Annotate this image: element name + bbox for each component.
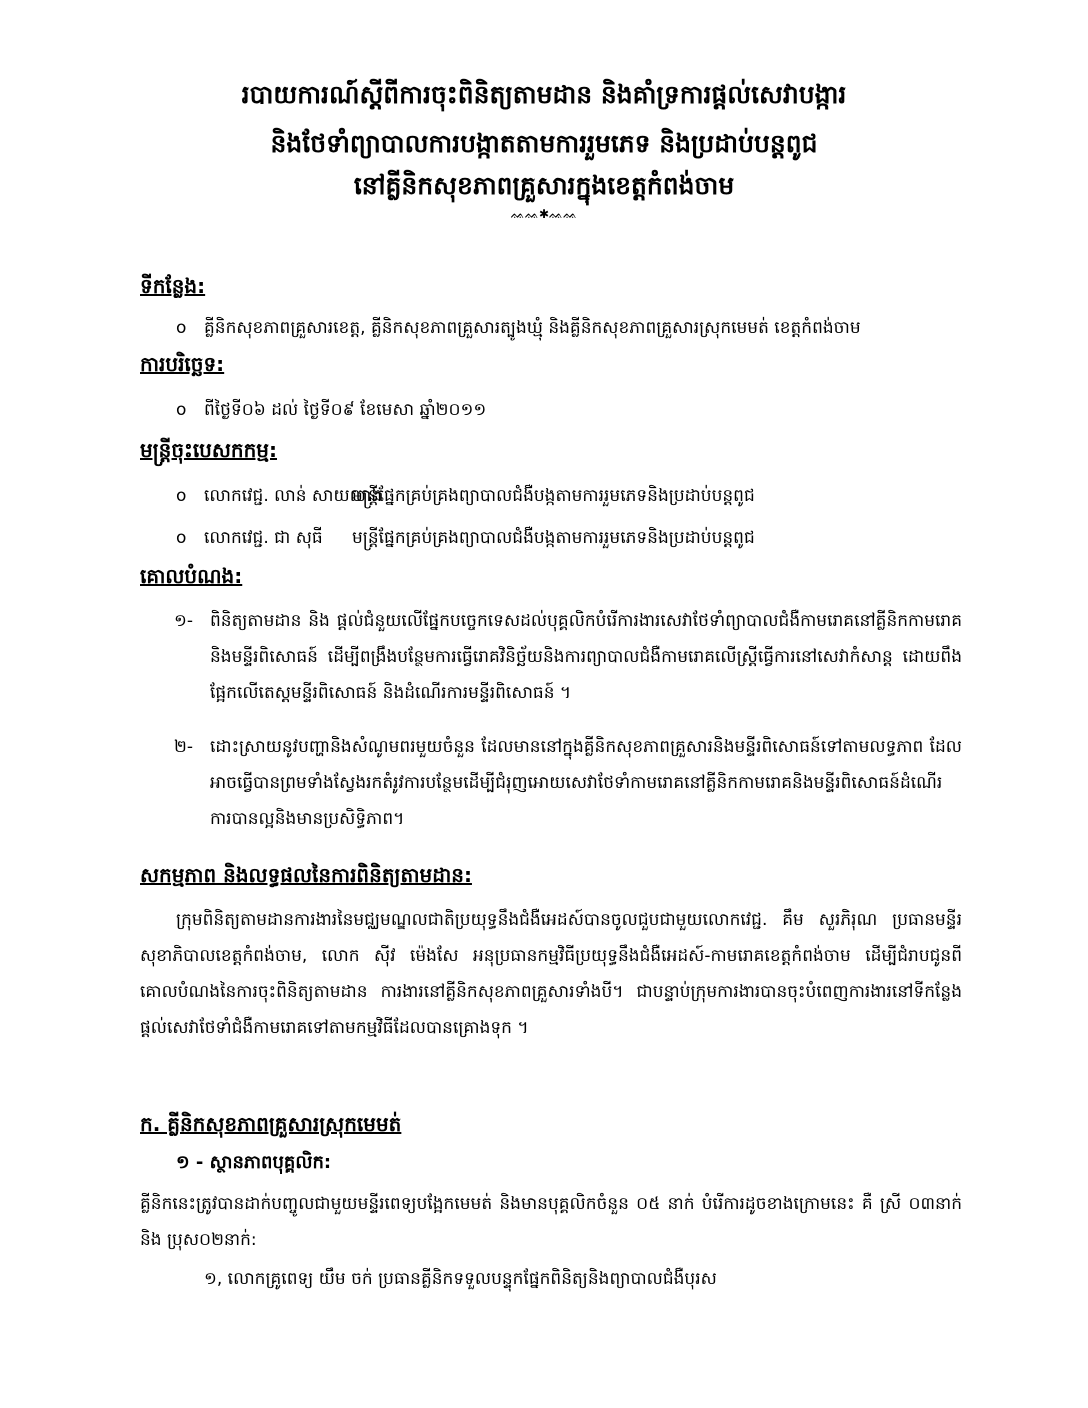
location-item (176, 314, 861, 342)
report-title-line-3: នៅគ្លីនិកសុខភាពគ្រួសារក្នុងខេត្តកំពង់ចាម (353, 171, 735, 200)
objectives-heading: គោលបំណង: (140, 564, 243, 588)
bullet-icon: o (176, 486, 187, 506)
bullet-icon: o (176, 528, 187, 548)
objective-number: ១- (174, 611, 194, 631)
objective-item (174, 729, 962, 837)
staff-heading: មន្ត្រីចុះបេសកកម្ម: (140, 438, 278, 462)
staff-role: មន្ត្រីផ្នែកគ្រប់គ្រងព្យាបាលជំងឺបង្កតាមការរួមភេទនិងប្រដាប់បន្តពូជ (352, 528, 755, 548)
bullet-icon: o (176, 318, 187, 338)
section-a-heading: ក. គ្លីនិកសុខភាពគ្រួសារស្រុកមេមត់ (140, 1112, 402, 1136)
staff-member (176, 524, 755, 552)
staff-list-item: ១, លោកគ្រូពេទ្យ យឹម ចក់ ប្រធានគ្លីនិកទទួលបន្ទុកផ្នែកពិនិត្យនិងព្យាបាលជំងឺបុរស (204, 1269, 717, 1289)
objective-item (174, 603, 962, 711)
objective-number: ២- (174, 737, 194, 757)
activities-paragraph: ក្រុមពិនិត្យតាមដានការងារនៃមជ្ឈមណ្ឌលជាតិប្រយុទ្ធនឹងជំងឺអេដស៍បានចូលជួបជាមួយលោកវេជ្ជ. គឹម សួរភិរុណ ប្រធានមន្ទីរសុខាភិបាលខេត្តកំពង់ចាម, លោក ស៊ីវ ម៉េងសែ អនុប្រធានកម្មវិធីប្រយុទ្ធនឹងជំងឺអេដស៍-កាមរោគខេត្តកំពង់ចាម ដើម្បីជំរាបជូនពីគោលបំណងនៃការចុះពិនិត្យតាមដាន ការងារនៅគ្លីនិកសុខភាពគ្រួសារទាំងបី។ ជាបន្ទាប់ក្រុមការងារបានចុះបំពេញការងារនៅទីកន្លែងផ្តល់សេវាថែទាំជំងឺកាមរោគទៅតាមកម្មវិធីដែលបានគ្រោងទុក ។ (140, 910, 962, 1038)
section-a-paragraph: គ្លីនិកនេះត្រូវបានដាក់បញ្ចូលជាមួយមន្ទីរពេទ្យបង្អែកមេមត់ និងមានបុគ្គលិកចំនួន ០៥ នាក់ បំរើការដូចខាងក្រោមនេះ គឺ ស្រី ០៣នាក់ និង ប្រុស០២នាក់: (140, 1194, 962, 1250)
duration-item (176, 396, 486, 424)
location-text: គ្លីនិកសុខភាពគ្រួសារខេត្ត, គ្លីនិកសុខភាពគ្រួសារត្បូងឃ្មុំ និងគ្លីនិកសុខភាពគ្រួសារស្រុកមេមត់ ខេត្តកំពង់ចាម (204, 318, 861, 338)
staff-status-subheading: ១ - ស្ថានភាពបុគ្គលិក: (176, 1152, 332, 1173)
bullet-icon: o (176, 400, 187, 420)
objective-text: ពិនិត្យតាមដាន និង ផ្តល់ជំនួយលើផ្នែកបច្ចេកទេសដល់បុគ្គលិកបំរើការងារសេវាថែទាំព្យាបាលជំងឺកាមរោគនៅគ្លីនិកកាមរោគនិងមន្ទីរពិសោធន៍ ដើម្បីពង្រឹងបន្ថែមការធ្វើរោគវិនិច្ឆ័យនិងការព្យាបាលជំងឺកាមរោគលើស្ត្រីធ្វើការនៅសេវាកំសាន្ត ដោយពឹងផ្អែកលើតេស្តមន្ទីរពិសោធន៍ និងដំណើរការមន្ទីរពិសោធន៍ ។ (210, 611, 962, 703)
activities-heading: សកម្មភាព និងលទ្ធផលនៃការពិនិត្យតាមដាន: (140, 863, 472, 887)
report-title-line-2: និងថែទាំព្យាបាលការបង្កាតតាមការរួមភេទ និងប្រដាប់បន្តពូជ (270, 129, 818, 158)
objective-text: ដោះស្រាយនូវបញ្ហានិងសំណូមពរមួយចំនួន ដែលមាននៅក្នុងគ្លីនិកសុខភាពគ្រួសារនិងមន្ទីរពិសោធន៍ទៅតាមលទ្ធភាព ដែលអាចធ្វើបានព្រមទាំងស្វែងរកតំរូវការបន្ថែមដើម្បីជំរុញអោយសេវាថែទាំកាមរោគនៅគ្លីនិកកាមរោគនិងមន្ទីរពិសោធន៍ដំណើរការបានល្អនិងមានប្រសិទ្ធិភាព។ (210, 737, 962, 829)
title-ornament: ᨐᨐ✱ᨐᨐ (510, 207, 578, 221)
location-heading: ទីកន្លែង: (140, 274, 206, 298)
staff-name: លោកវេជ្ជ. ជា សុធី (204, 528, 323, 548)
duration-text: ពីថ្ងៃទី០៦ ដល់ ថ្ងៃទី០៩ ខែមេសា ឆ្នាំ២០១១ (204, 400, 487, 420)
staff-member (176, 482, 755, 510)
staff-role: មន្ត្រីផ្នែកគ្រប់គ្រងព្យាបាលជំងឺបង្កតាមការរួមភេទនិងប្រដាប់បន្តពូជ (352, 486, 755, 506)
duration-heading: ការបរិច្ឆេទ: (140, 352, 225, 376)
report-title-line-1: របាយការណ៍ស្តីពីការចុះពិនិត្យតាមដាន និងគាំទ្រការផ្តល់សេវាបង្ការ (241, 80, 847, 109)
staff-name: លោកវេជ្ជ. លាន់ សាយលាង (204, 486, 383, 506)
